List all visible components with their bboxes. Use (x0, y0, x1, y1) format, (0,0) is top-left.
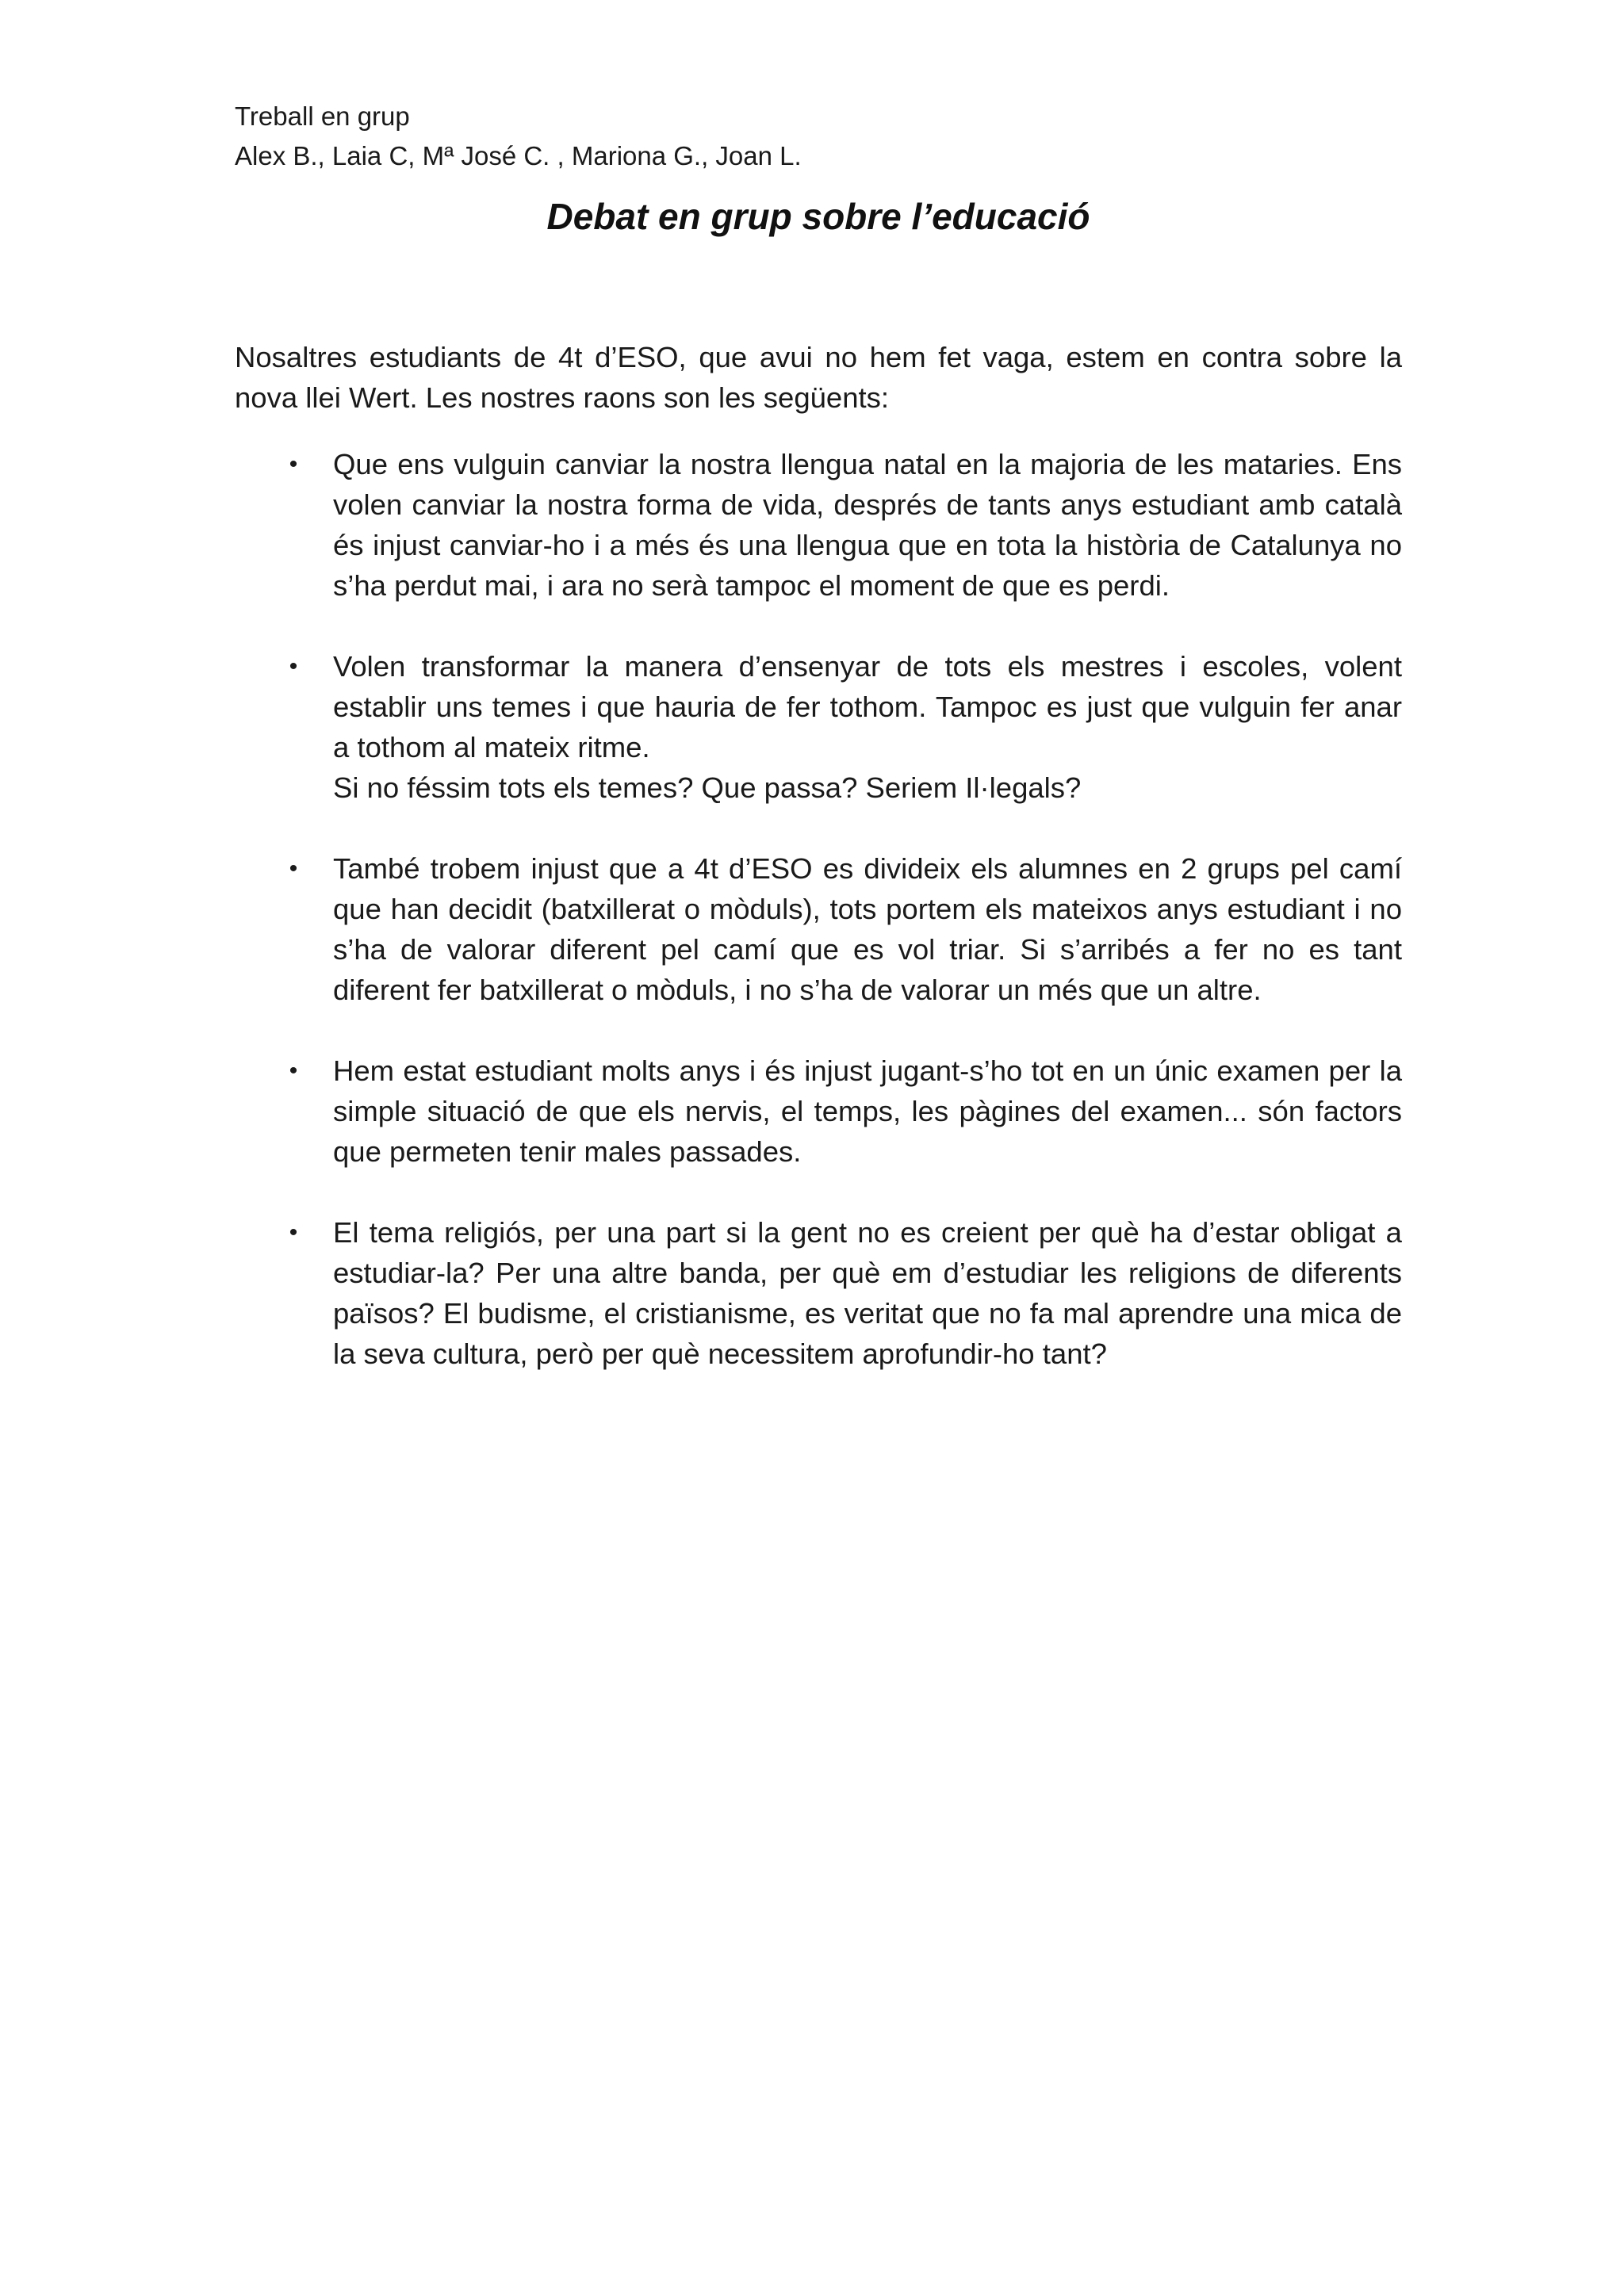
reason-questions: Si no féssim tots els temes? Que passa? Seriem Il·legals? (333, 771, 1082, 804)
header-group-work-label: Treball en grup (235, 101, 410, 131)
bullet-icon: • (289, 451, 298, 477)
header-authors: Alex B., Laia C, Mª José C. , Mariona G., Joan L. (235, 141, 802, 170)
list-item (235, 1212, 1402, 1374)
intro-paragraph: Nosaltres estudiants de 4t d’ESO, que avui no hem fet vaga, estem en contra sobre la nova llei Wert. Les nostres raons son les següents: (235, 341, 1402, 414)
reasons-list (235, 444, 1402, 1414)
reason-text: El tema religiós, per una part si la gent no es creient per què ha d’estar obligat a estudiar-la? Per una altre banda, per què em d’estudiar les religions de diferents països? El budisme, el cristianisme, es veritat que no fa mal aprendre una mica de la seva cultura, però per què necessitem aprofundir-ho tant? (333, 1216, 1402, 1370)
list-item (235, 848, 1402, 1010)
bullet-icon: • (289, 1219, 298, 1246)
bullet-icon: • (289, 1058, 298, 1084)
reason-text: Hem estat estudiant molts anys i és injust jugant-s’ho tot en un únic examen per la simple situació de que els nervis, el temps, les pàgines del examen... són factors que permeten tenir males passades. (333, 1054, 1402, 1168)
list-item (235, 1050, 1402, 1172)
reason-text: Volen transformar la manera d’ensenyar de tots els mestres i escoles, volent establir uns temes i que hauria de fer tothom. Tampoc es just que vulguin fer anar a tothom al mateix ritme. (333, 650, 1402, 763)
list-item (235, 646, 1402, 808)
document-header (235, 97, 802, 176)
reason-text: Que ens vulguin canviar la nostra llengua natal en la majoria de les mataries. Ens volen canviar la nostra forma de vida, després de tants anys estudiant amb català és injust canviar-ho i a més és una llengua que en tota la història de Catalunya no s’ha perdut mai, i ara no serà tampoc el moment de que es perdi. (333, 448, 1402, 602)
reason-text: També trobem injust que a 4t d’ESO es divideix els alumnes en 2 grups pel camí que han decidit (batxillerat o mòduls), tots portem els mateixos anys estudiant i no s’ha de valorar diferent pel camí que es vol triar. Si s’arribés a fer no es tant diferent fer batxillerat o mòduls, i no s’ha de valorar un més que un altre. (333, 852, 1402, 1006)
bullet-icon: • (289, 653, 298, 679)
list-item (235, 444, 1402, 606)
bullet-icon: • (289, 855, 298, 882)
document-title: Debat en grup sobre l’educació (546, 196, 1090, 237)
